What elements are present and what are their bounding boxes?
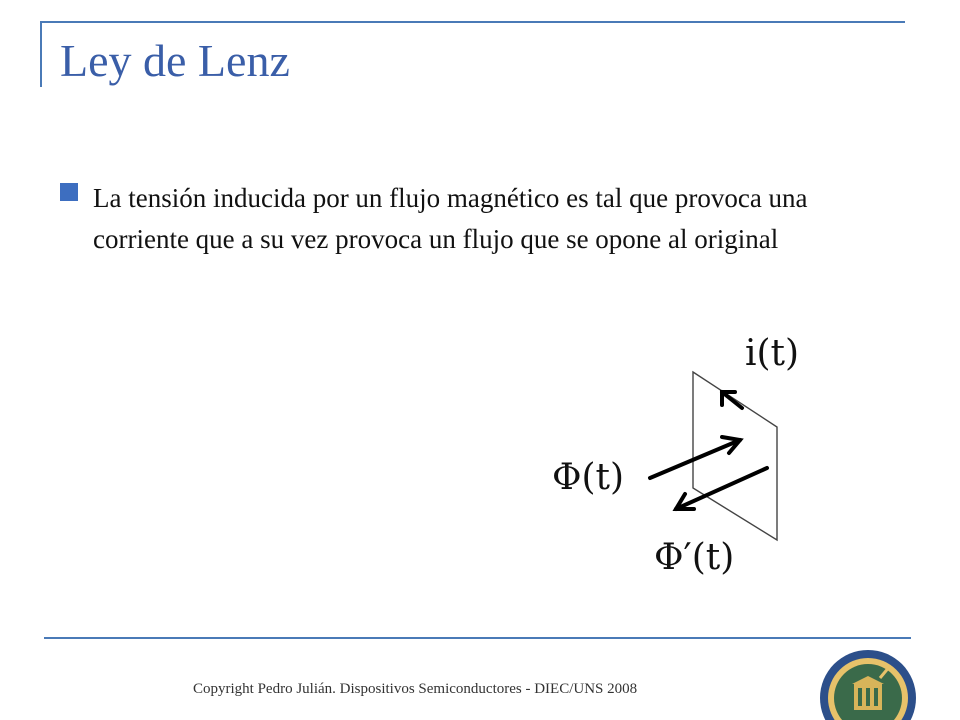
induced-flux-arrow xyxy=(676,468,767,509)
induced-flux-label: Φ′(t) xyxy=(654,537,735,578)
flux-arrow xyxy=(650,437,740,478)
university-seal-icon xyxy=(818,648,918,720)
left-frame-line xyxy=(40,21,42,87)
current-label: i(t) xyxy=(745,333,800,374)
current-arrow xyxy=(722,392,742,408)
flux-label: Φ(t) xyxy=(552,457,625,498)
square-bullet-icon xyxy=(60,183,78,201)
footer-line xyxy=(44,637,911,639)
footer-copyright: Copyright Pedro Julián. Dispositivos Semiconductores - DIEC/UNS 2008 xyxy=(193,681,638,697)
bullet-item xyxy=(60,178,880,260)
slide-title: Ley de Lenz xyxy=(60,35,290,86)
bullet-text: La tensión inducida por un flujo magnético es tal que provoca una corriente que a su vez provoca un flujo que se opone al original xyxy=(93,183,808,254)
top-frame-line xyxy=(40,21,905,23)
